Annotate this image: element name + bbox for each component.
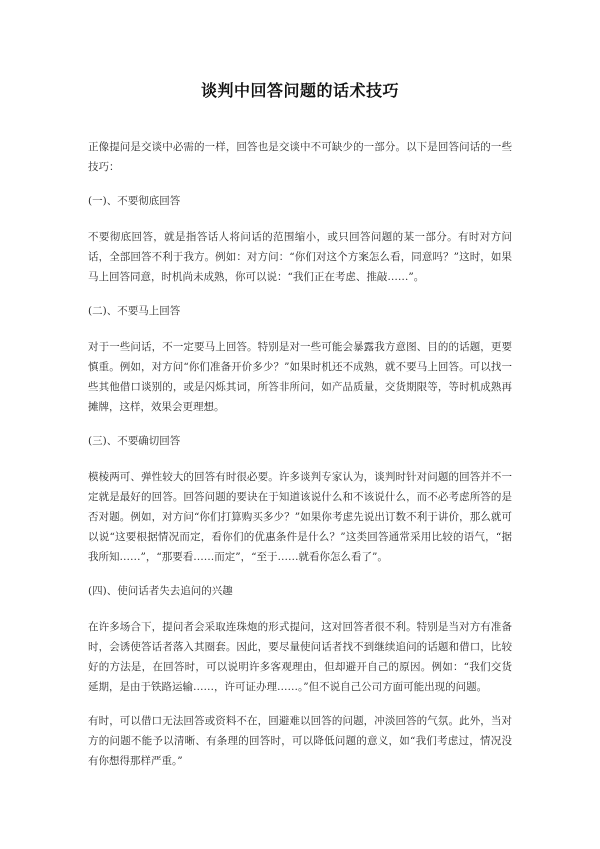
section-4-paragraph-2: 有时，可以借口无法回答或资料不在，回避难以回答的问题，冲淡回答的气氛。此外，当对方的问题不能予以清晰、有条理的回答时，可以降低问题的意义，如“我们考虑过，情况没有你想得那样严重。” xyxy=(88,715,512,767)
section-1-heading: (一)、不要彻底回答 xyxy=(88,195,181,207)
section-4-heading: (四)、使问话者失去追问的兴趣 xyxy=(88,585,233,597)
section-3-heading: (三)、不要确切回答 xyxy=(88,435,181,447)
section-4-paragraph-1: 在许多场合下，提问者会采取连珠炮的形式提问，这对回答者很不利。特别是当对方有准备时，会诱使答话者落入其圈套。因此，要尽量使问话者找不到继续追问的话题和借口，比较好的方法是，在回答时，可以说明许多客观理由，但却避开自己的原因。例如：“我们交货延期，是由于铁路运输……，许可证办理……。”但不说自己公司方面可能出现的问题。 xyxy=(88,621,512,693)
section-2-heading: (二)、不要马上回答 xyxy=(88,305,181,317)
document-title: 谈判中回答问题的话术技巧 xyxy=(200,81,399,100)
intro-paragraph: 正像提问是交谈中必需的一样，回答也是交谈中不可缺少的一部分。以下是回答问话的一些技巧： xyxy=(88,141,512,173)
section-3-paragraph: 模棱两可、弹性较大的回答有时很必要。许多谈判专家认为，谈判时针对问题的回答并不一定就是最好的回答。回答问题的要诀在于知道该说什么和不该说什么，而不必考虑所答的是否对题。例如，对方问“你们打算购买多少？”如果你考虑先说出订数不利于讲价，那么就可以说“这要根据情况而定，看你们的优惠条件是什么？”这类回答通常采用比较的语气，“据我所知……”，“那要看……而定”，“至于……就看你怎么看了”。 xyxy=(88,471,512,563)
section-1-paragraph: 不要彻底回答，就是指答话人将问话的范围缩小，或只回答问题的某一部分。有时对方问话，全部回答不利于我方。例如：对方问：“你们对这个方案怎么看，同意吗？”这时，如果马上回答同意，时机尚未成熟，你可以说：“我们正在考虑、推敲……”。 xyxy=(88,231,512,283)
section-2-paragraph: 对于一些问话，不一定要马上回答。特别是对一些可能会暴露我方意图、目的的话题，更要慎重。例如，对方问“你们准备开价多少？”如果时机还不成熟，就不要马上回答。可以找一些其他借口谈别的，或是闪烁其词，所答非所问，如产品质量，交货期限等，等时机成熟再摊牌，这样，效果会更理想。 xyxy=(88,341,512,413)
